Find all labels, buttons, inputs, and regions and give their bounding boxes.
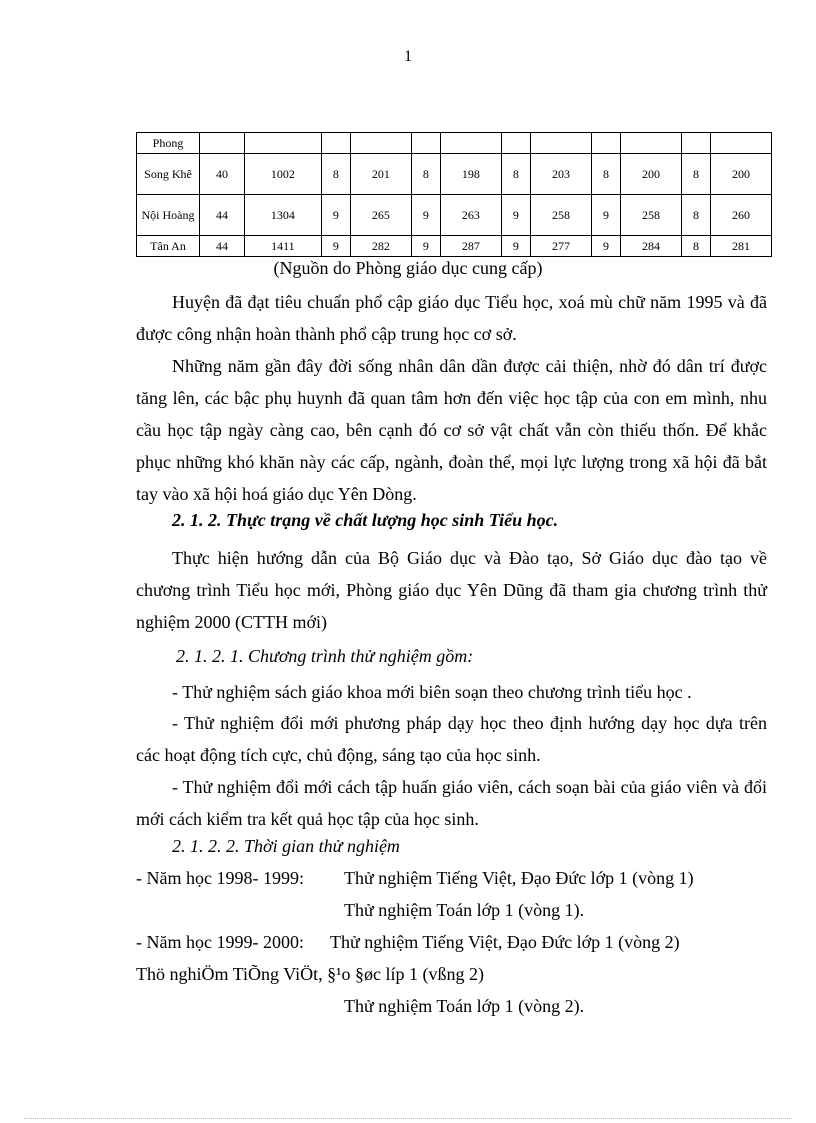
table-cell: 203 (530, 154, 591, 195)
table-cell-commune: Phong (137, 133, 200, 154)
table-cell: 8 (411, 154, 440, 195)
bullet-textbooks: - Thử nghiệm sách giáo khoa mới biên soạn theo chương trình tiểu học . (172, 682, 692, 702)
table-cell: 9 (591, 236, 620, 257)
table-cell: 44 (200, 236, 245, 257)
bullet-teaching-methods: - Thử nghiệm đổi mới phương pháp dạy học theo định hướng dạy học dựa trên các hoạt động tích cực, chủ động, sáng tạo của học sinh. (136, 713, 767, 765)
table-cell (501, 133, 530, 154)
table-cell: 9 (501, 195, 530, 236)
table-cell (350, 133, 411, 154)
table-cell: 9 (321, 195, 350, 236)
table-cell (245, 133, 322, 154)
table-cell: 287 (440, 236, 501, 257)
table-row (137, 133, 772, 154)
table-cell: 1002 (245, 154, 322, 195)
table-cell: 9 (501, 236, 530, 257)
table-row (137, 236, 772, 257)
table-cell: 9 (411, 195, 440, 236)
table-cell: 277 (530, 236, 591, 257)
table-cell: 8 (501, 154, 530, 195)
table-cell: 284 (621, 236, 682, 257)
table-cell: 258 (530, 195, 591, 236)
table-cell: 9 (321, 236, 350, 257)
table-source-caption: (Nguồn do Phòng giáo dục cung cấp) (273, 258, 543, 278)
table-cell: 263 (440, 195, 501, 236)
table-cell: 8 (681, 154, 710, 195)
table-cell: 265 (350, 195, 411, 236)
table-cell-commune: Song Khê (137, 154, 200, 195)
section-heading-2-1-2: 2. 1. 2. Thực trạng về chất lượng học sinh Tiểu học. (172, 510, 559, 530)
table-cell: 258 (621, 195, 682, 236)
schedule-year-1998-item-2: Thử nghiệm Toán lớp 1 (vòng 1). (344, 900, 585, 920)
table-cell: 8 (321, 154, 350, 195)
table-cell: 9 (591, 195, 620, 236)
schedule-year-1999-item-2: Thử nghiệm Toán lớp 1 (vòng 2). (344, 996, 585, 1016)
table-cell-commune: Nội Hoàng (137, 195, 200, 236)
paragraph-trial-program: Thực hiện hướng dẫn của Bộ Giáo dục và Đào tạo, Sở Giáo dục đào tạo về chương trình Tiểu học mới, Phòng giáo dục Yên Dũng đã tham gia chương trình thử nghiệm 2000 (CTTH mới) (136, 548, 767, 632)
table-cell (530, 133, 591, 154)
table-cell: 8 (591, 154, 620, 195)
table-cell (440, 133, 501, 154)
table-cell (321, 133, 350, 154)
section-heading-2-1-2-1: 2. 1. 2. 1. Chương trình thử nghiệm gồm: (176, 646, 474, 666)
schedule-year-1998-label: - Năm học 1998- 1999: (136, 868, 304, 888)
table-row (137, 195, 772, 236)
table-cell: 44 (200, 195, 245, 236)
table-cell: 9 (411, 236, 440, 257)
table-cell: 8 (681, 195, 710, 236)
section-heading-2-1-2-2: 2. 1. 2. 2. Thời gian thử nghiệm (172, 836, 400, 856)
table-cell: 200 (621, 154, 682, 195)
table-cell (681, 133, 710, 154)
table-cell (200, 133, 245, 154)
schedule-year-1999-item-1: Thử nghiệm Tiếng Việt, Đạo Đức lớp 1 (vòng 2) (330, 932, 680, 952)
page-bottom-border (24, 1118, 792, 1119)
table-cell (591, 133, 620, 154)
page-number: 1 (404, 48, 412, 65)
schedule-year-1999-label: - Năm học 1999- 2000: (136, 932, 304, 952)
schedule-garbled-line: Thö nghiÖm TiÕng ViÖt, §¹o §øc líp 1 (vßng 2) (136, 964, 485, 984)
table-row (137, 154, 772, 195)
table-cell: 8 (681, 236, 710, 257)
table-cell (711, 133, 772, 154)
table-cell: 282 (350, 236, 411, 257)
table-cell: 1411 (245, 236, 322, 257)
bullet-teacher-training: - Thử nghiệm đổi mới cách tập huấn giáo viên, cách soạn bài của giáo viên và đổi mới cách kiểm tra kết quả học tập của học sinh. (136, 777, 767, 829)
schedule-year-1998-item-1: Thử nghiệm Tiếng Việt, Đạo Đức lớp 1 (vòng 1) (344, 868, 694, 888)
school-statistics-table (136, 132, 772, 257)
table-cell: 40 (200, 154, 245, 195)
table-cell: 281 (711, 236, 772, 257)
table-cell: 1304 (245, 195, 322, 236)
table-cell: 260 (711, 195, 772, 236)
table-cell (411, 133, 440, 154)
table-cell (621, 133, 682, 154)
table-cell: 201 (350, 154, 411, 195)
table-cell: 200 (711, 154, 772, 195)
paragraph-universalization: Huyện đã đạt tiêu chuẩn phổ cập giáo dục Tiểu học, xoá mù chữ năm 1995 và đã được công nhận hoàn thành phổ cập trung học cơ sở. (136, 292, 767, 344)
table-cell: 198 (440, 154, 501, 195)
table-cell-commune: Tân An (137, 236, 200, 257)
paragraph-living-standards: Những năm gần đây đời sống nhân dân dần được cải thiện, nhờ đó dân trí được tăng lên, các bậc phụ huynh đã quan tâm hơn đến việc học tập của con em mình, nhu cầu học tập ngày càng cao, bên cạnh đó cơ sở vật chất vẫn còn thiếu thốn. Để khắc phục những khó khăn này các cấp, ngành, đoàn thể, mọi lực lượng trong xã hội đã bắt tay vào xã hội hoá giáo dục Yên Dòng. (136, 356, 767, 504)
